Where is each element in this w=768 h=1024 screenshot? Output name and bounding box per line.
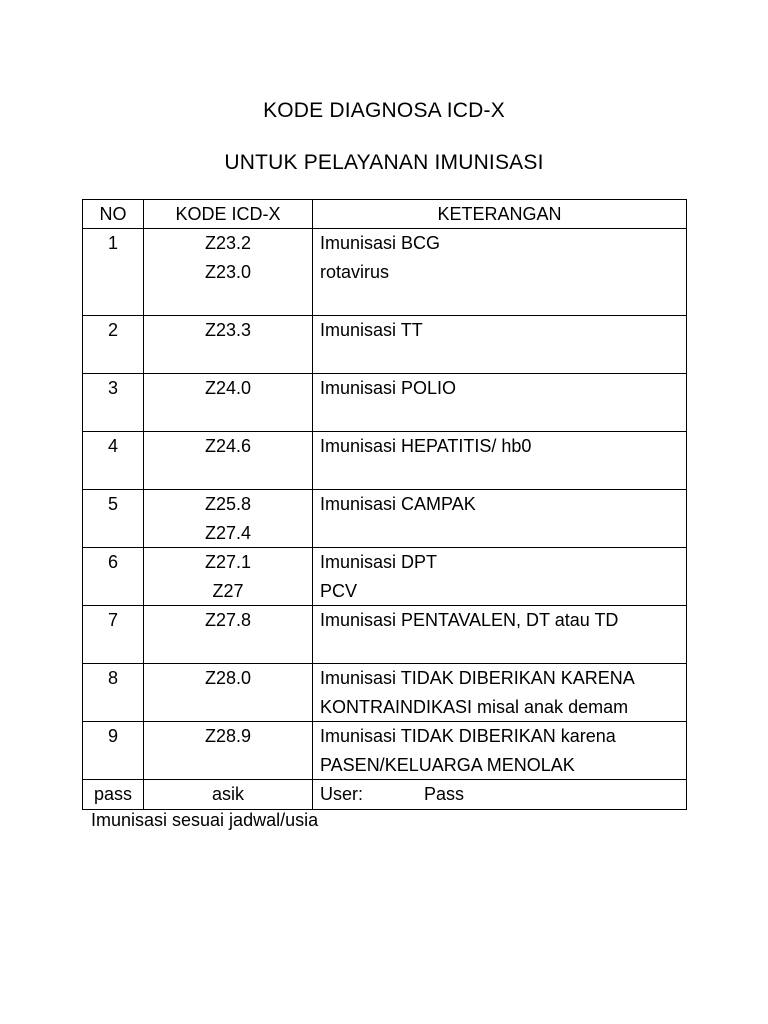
row-description [313,606,687,664]
table-row [83,374,687,432]
row-codes [144,490,313,548]
row-description [313,316,687,374]
row-no: 1 [83,229,144,316]
icd-code: Z23.0 [204,261,252,282]
description-line: Imunisasi TT [320,320,423,340]
row-codes [144,432,313,490]
footnote: Imunisasi sesuai jadwal/usia [91,810,319,830]
header-keterangan: KETERANGAN [313,200,687,229]
icd-code: Z27.1 [204,552,252,572]
icd-code: Z28.9 [204,726,252,746]
row-no: 8 [83,664,144,722]
row-codes [144,548,313,606]
row-codes [144,374,313,432]
description-line: Imunisasi BCG [320,233,441,253]
row-no: 3 [83,374,144,432]
table-row [83,722,687,780]
row-description [313,374,687,432]
header-kode: KODE ICD-X [144,200,313,229]
document-title: KODE DIAGNOSA ICD-X [263,99,505,122]
description-line: Imunisasi TIDAK DIBERIKAN KARENA [320,668,635,688]
description-line: PCV [320,580,358,601]
description-line: rotavirus [320,261,390,282]
user-label: User: [320,784,364,804]
icd-code-table [82,199,687,810]
row-no: 7 [83,606,144,664]
header-no: NO [83,200,144,229]
row-no: 4 [83,432,144,490]
icd-code: Z23.2 [204,233,252,253]
table-row [83,664,687,722]
icd-code: Z27 [212,580,244,601]
description-line: Imunisasi PENTAVALEN, DT atau TD [320,610,619,630]
row-codes [144,606,313,664]
icd-code: Z23.3 [204,320,252,340]
table-row [83,316,687,374]
table-row [83,229,687,316]
row-codes [144,722,313,780]
table-row [83,606,687,664]
row-description [313,664,687,722]
row-description [313,548,687,606]
document-subtitle: UNTUK PELAYANAN IMUNISASI [224,151,544,174]
row-codes: asik [144,780,313,810]
table-row-credentials [83,780,687,810]
description-line: Imunisasi CAMPAK [320,494,476,514]
icd-code: Z24.0 [204,378,252,398]
description-line: Imunisasi TIDAK DIBERIKAN karena [320,726,616,746]
row-description [313,490,687,548]
icd-code: Z28.0 [204,668,252,688]
pass-label: Pass [424,784,465,804]
row-no: 6 [83,548,144,606]
description-line: Imunisasi DPT [320,552,438,572]
description-line: PASEN/KELUARGA MENOLAK [320,754,575,775]
row-no: 9 [83,722,144,780]
row-description [313,229,687,316]
table-row [83,490,687,548]
row-no: 5 [83,490,144,548]
description-line: KONTRAINDIKASI misal anak demam [320,696,629,717]
row-codes [144,316,313,374]
icd-code: Z25.8 [204,494,252,514]
row-description [313,722,687,780]
row-description [313,780,687,810]
description-line: Imunisasi POLIO [320,378,457,398]
table-header-row [83,200,687,229]
row-codes [144,664,313,722]
row-no: pass [83,780,144,810]
row-codes [144,229,313,316]
icd-code: Z27.4 [204,522,252,543]
description-line: Imunisasi HEPATITIS/ hb0 [320,436,532,456]
row-description [313,432,687,490]
table-row [83,548,687,606]
icd-code: Z24.6 [204,436,252,456]
icd-code: Z27.8 [204,610,252,630]
row-no: 2 [83,316,144,374]
table-row [83,432,687,490]
